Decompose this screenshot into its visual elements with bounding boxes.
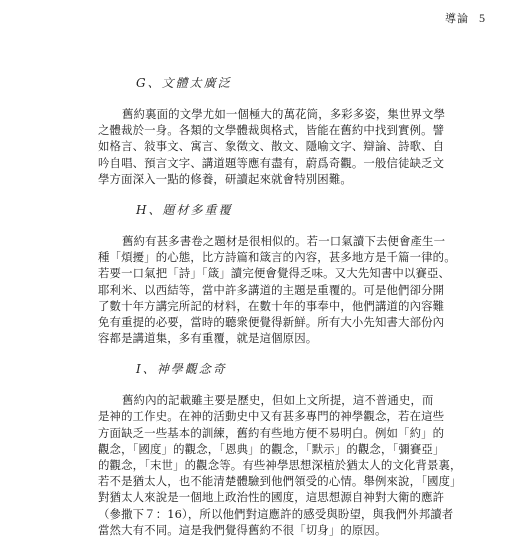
- text-line: 當然大有不同。這是我們覺得舊約不很「切身」的原因。: [98, 522, 387, 537]
- section-g-paragraph: [98, 106, 446, 187]
- text-line: 吟自唱、預言文字、講道題等應有盡有，蔚爲奇觀。一般信徒缺乏文: [98, 155, 445, 170]
- text-line: 若不是猶太人，也不能清楚體驗到他們領受的心情。舉例來說，「國度」: [98, 474, 462, 489]
- text-line: 了數十年方講完所記的材料，在數十年的事奉中，他們講道的內容難: [98, 298, 445, 313]
- page-body: [98, 74, 462, 538]
- text-line: 學方面深入一點的修養，研讀起來就會特別困難。: [98, 171, 352, 186]
- text-line: 的觀念，「末世」的觀念等。有些神學思想深植於猶太人的文化背景裏，: [98, 458, 462, 472]
- text-line: 如格言、敍事文、寓言、象徵文、散文、隱喻文字、辯論、詩歌、自: [98, 139, 445, 154]
- text-line: 舊約內的記載雖主要是歷史，但如上文所提，這不普通史，而: [122, 393, 434, 408]
- running-head: [445, 10, 486, 26]
- text-line: 種「煩擾」的心態，比方詩篇和箴言的內容，甚多地方是千篇一律的。: [98, 250, 456, 265]
- text-line: （參撒下７：16），所以他們對這應許的感受與盼望，與我們外邦讀者: [98, 506, 454, 521]
- text-line: 免有重提的必要，當時的聽衆便覺得新鮮。所有大小先知書大部份內: [98, 314, 445, 329]
- text-line: 觀念，「國度」的觀念，「恩典」的觀念，「默示」的觀念，「彌賽亞」: [98, 441, 445, 456]
- page-number: 5: [479, 11, 486, 25]
- text-line: 容都是講道集，多有重覆，就是這個原因。: [98, 331, 318, 346]
- section-heading-i: I、神學觀念奇: [136, 362, 227, 377]
- text-line: 對猶太人來說是一個地上政治性的國度，這思想源自神對大衛的應許: [98, 490, 445, 505]
- text-line: 舊約裏面的文學尤如一個極大的萬花筒，多彩多姿，集世界文學: [122, 107, 446, 121]
- text-line: 方面缺乏一些基本的訓練，舊約有些地方便不易明白。例如「約」的: [98, 425, 445, 440]
- text-line: 是神的工作史。在神的活動史中又有甚多專門的神學觀念，若在這些: [98, 409, 445, 424]
- section-heading-h: H、題材多重覆: [136, 202, 233, 217]
- section-h-paragraph: [98, 233, 456, 346]
- chapter-title: 導論: [445, 12, 469, 25]
- section-i-paragraph: [98, 392, 462, 538]
- text-line: 若要一口氣把「詩」「箴」讀完便會覺得乏味。又大先知書中以賽亞、: [98, 266, 451, 281]
- text-line: 舊約有甚多書卷之題材是很相似的。若一口氣讀下去便會產生一: [122, 233, 446, 248]
- section-heading-g: G、文體太廣泛: [136, 76, 232, 90]
- text-line: 之體裁於一身。各類的文學體裁與格式，皆能在舊約中找到實例。譬: [98, 123, 445, 138]
- text-line: 耶利米、以西結等，當中許多講道的主題是重覆的。可是他們卻分開: [98, 282, 445, 297]
